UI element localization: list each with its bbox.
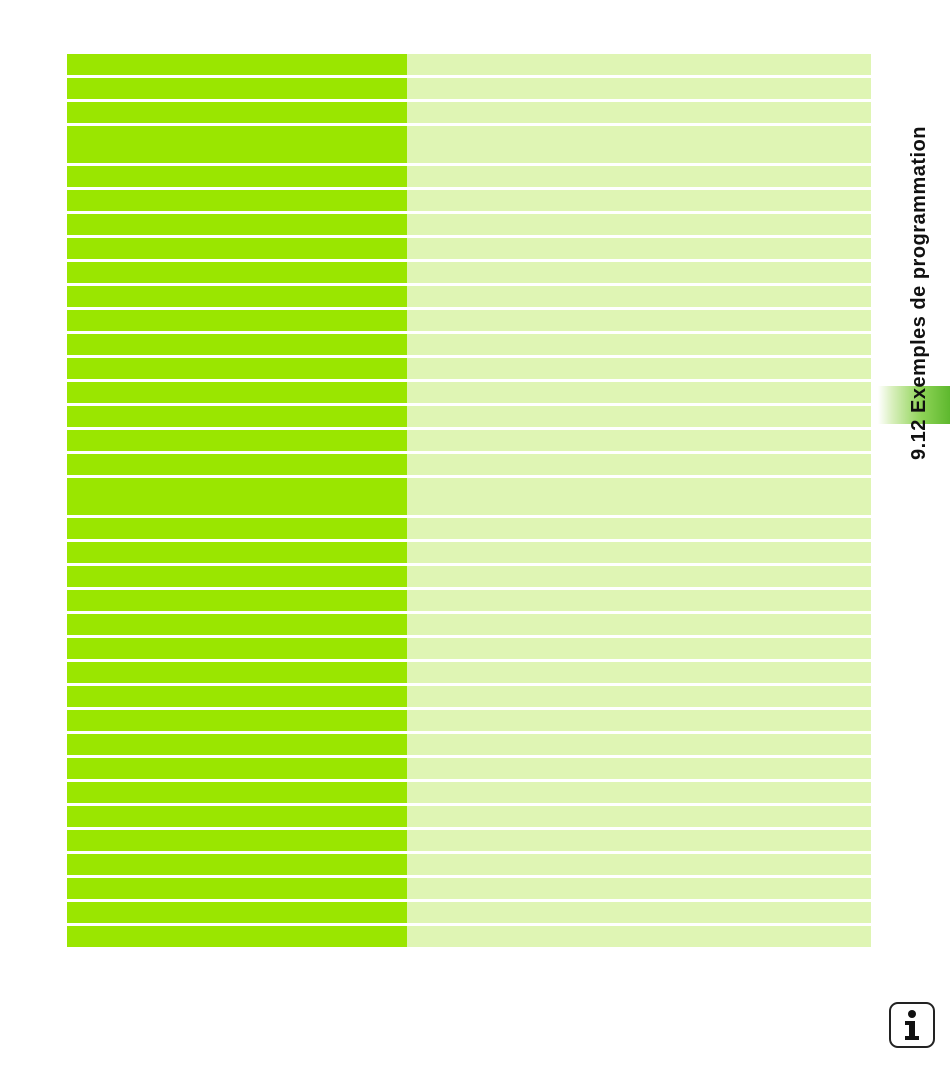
table-row xyxy=(67,590,871,611)
program-table xyxy=(67,54,871,947)
table-row xyxy=(67,926,871,947)
table-cell-right xyxy=(407,286,871,307)
table-cell-left xyxy=(67,734,407,755)
table-cell-right xyxy=(407,190,871,211)
table-cell-left xyxy=(67,902,407,923)
table-cell-left xyxy=(67,782,407,803)
table-cell-right xyxy=(407,926,871,947)
table-cell-left xyxy=(67,286,407,307)
table-cell-right xyxy=(407,614,871,635)
table-cell-right xyxy=(407,662,871,683)
table-cell-right xyxy=(407,382,871,403)
table-cell-right xyxy=(407,54,871,75)
table-cell-left xyxy=(67,382,407,403)
table-cell-right xyxy=(407,734,871,755)
table-cell-left xyxy=(67,54,407,75)
table-row xyxy=(67,734,871,755)
table-cell-left xyxy=(67,758,407,779)
table-cell-right xyxy=(407,902,871,923)
table-cell-right xyxy=(407,782,871,803)
table-row xyxy=(67,710,871,731)
table-cell-left xyxy=(67,454,407,475)
table-cell-right xyxy=(407,454,871,475)
table-row xyxy=(67,430,871,451)
table-row xyxy=(67,878,871,899)
table-row xyxy=(67,214,871,235)
table-row xyxy=(67,102,871,123)
table-row xyxy=(67,518,871,539)
table-cell-right xyxy=(407,566,871,587)
table-row xyxy=(67,358,871,379)
table-cell-left xyxy=(67,478,407,515)
table-cell-right xyxy=(407,310,871,331)
table-row xyxy=(67,758,871,779)
table-row xyxy=(67,190,871,211)
table-row xyxy=(67,566,871,587)
table-cell-left xyxy=(67,806,407,827)
table-row xyxy=(67,542,871,563)
table-cell-left xyxy=(67,878,407,899)
table-cell-left xyxy=(67,78,407,99)
table-cell-right xyxy=(407,758,871,779)
table-cell-left xyxy=(67,238,407,259)
table-cell-right xyxy=(407,358,871,379)
table-cell-right xyxy=(407,262,871,283)
table-cell-left xyxy=(67,638,407,659)
table-cell-left xyxy=(67,214,407,235)
table-row xyxy=(67,478,871,515)
table-cell-left xyxy=(67,358,407,379)
table-cell-left xyxy=(67,542,407,563)
table-row xyxy=(67,662,871,683)
table-row xyxy=(67,166,871,187)
table-cell-right xyxy=(407,854,871,875)
table-cell-right xyxy=(407,214,871,235)
table-cell-left xyxy=(67,406,407,427)
table-row xyxy=(67,614,871,635)
table-cell-left xyxy=(67,590,407,611)
table-row xyxy=(67,902,871,923)
table-row xyxy=(67,78,871,99)
table-cell-right xyxy=(407,830,871,851)
table-row xyxy=(67,806,871,827)
table-row xyxy=(67,782,871,803)
table-cell-right xyxy=(407,590,871,611)
table-row xyxy=(67,406,871,427)
table-row xyxy=(67,238,871,259)
table-row xyxy=(67,310,871,331)
table-cell-right xyxy=(407,878,871,899)
table-cell-right xyxy=(407,238,871,259)
table-row xyxy=(67,686,871,707)
table-cell-right xyxy=(407,126,871,163)
table-cell-left xyxy=(67,518,407,539)
table-cell-right xyxy=(407,542,871,563)
table-cell-left xyxy=(67,102,407,123)
table-cell-right xyxy=(407,78,871,99)
table-cell-left xyxy=(67,662,407,683)
table-cell-left xyxy=(67,430,407,451)
table-cell-right xyxy=(407,102,871,123)
table-row xyxy=(67,638,871,659)
table-cell-right xyxy=(407,518,871,539)
table-cell-left xyxy=(67,926,407,947)
table-cell-left xyxy=(67,126,407,163)
table-cell-right xyxy=(407,806,871,827)
table-cell-left xyxy=(67,614,407,635)
table-row xyxy=(67,54,871,75)
section-title: 9.12 Exemples de programmation xyxy=(908,125,930,460)
table-cell-right xyxy=(407,710,871,731)
table-row xyxy=(67,454,871,475)
table-row xyxy=(67,830,871,851)
table-cell-right xyxy=(407,334,871,355)
table-cell-left xyxy=(67,854,407,875)
table-cell-left xyxy=(67,310,407,331)
table-row xyxy=(67,286,871,307)
table-cell-right xyxy=(407,686,871,707)
table-cell-right xyxy=(407,478,871,515)
table-cell-right xyxy=(407,166,871,187)
table-cell-left xyxy=(67,262,407,283)
table-cell-left xyxy=(67,566,407,587)
table-row xyxy=(67,334,871,355)
table-cell-left xyxy=(67,190,407,211)
table-cell-right xyxy=(407,638,871,659)
table-cell-left xyxy=(67,686,407,707)
table-row xyxy=(67,382,871,403)
table-cell-right xyxy=(407,430,871,451)
table-cell-left xyxy=(67,166,407,187)
info-icon xyxy=(900,1009,924,1041)
table-cell-right xyxy=(407,406,871,427)
info-button[interactable] xyxy=(889,1002,935,1048)
table-row xyxy=(67,854,871,875)
table-cell-left xyxy=(67,710,407,731)
table-row xyxy=(67,262,871,283)
table-row xyxy=(67,126,871,163)
table-cell-left xyxy=(67,334,407,355)
table-cell-left xyxy=(67,830,407,851)
